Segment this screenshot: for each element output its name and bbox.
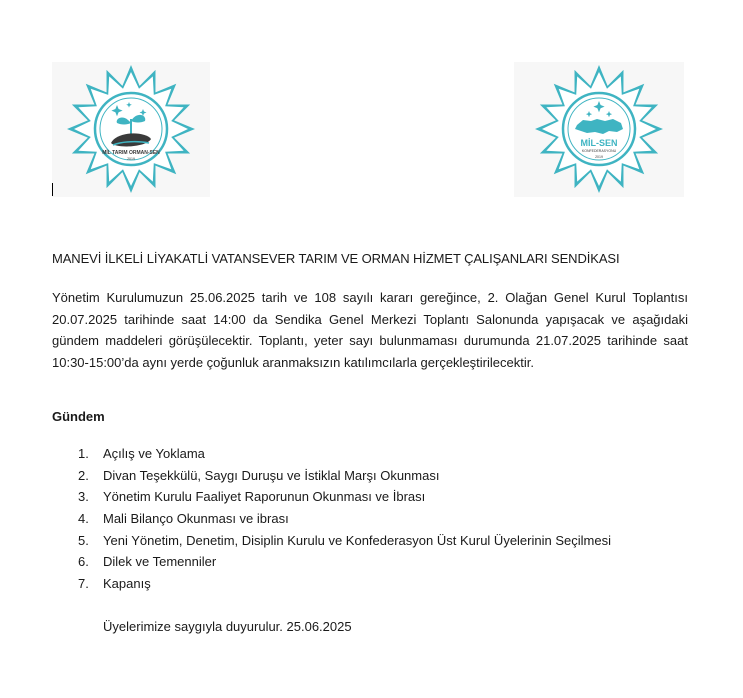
- agenda-item-number: 4.: [78, 511, 89, 527]
- agenda-item: [52, 465, 692, 487]
- agenda-item-number: 7.: [78, 576, 89, 592]
- agenda-item-text: Açılış ve Yoklama: [103, 446, 205, 461]
- agenda-item-text: Mali Bilanço Okunması ve ibrası: [103, 511, 289, 527]
- agenda-item-text: Yönetim Kurulu Faaliyet Raporunun Okunması ve İbrası: [103, 489, 426, 505]
- document-heading: MANEVİ İLKELİ LİYAKATLİ VATANSEVER TARIM VE ORMAN HİZMET ÇALIŞANLARI SENDİKASI: [52, 251, 620, 266]
- agenda-item-text: Yeni Yönetim, Denetim, Disiplin Kurulu ve Konfederasyon Üst Kurul Üyelerinin Seçilmesi: [103, 532, 611, 548]
- agenda-item: [52, 530, 692, 552]
- agenda-item-number: 3.: [78, 489, 89, 505]
- logo-right-subcaption: KONFEDERASYONU: [581, 149, 617, 153]
- agenda-item: [52, 573, 692, 595]
- agenda-item: [52, 443, 692, 465]
- agenda-item: [52, 551, 692, 573]
- mil-tarim-orman-sen-logo: [52, 62, 210, 197]
- agenda-item-text: Dilek ve Temenniler: [103, 554, 217, 570]
- agenda-list: [52, 443, 692, 595]
- agenda-title: Gündem: [52, 409, 105, 424]
- logo-left-caption: MİL TARIM ORMAN-SEN: [102, 150, 160, 156]
- agenda-item: [52, 508, 692, 530]
- logo-right-year: 2019: [595, 155, 603, 159]
- logo-right-caption: MİL-SEN: [580, 138, 618, 148]
- body-paragraph: Yönetim Kurulumuzun 25.06.2025 tarih ve 108 sayılı kararı gereğince, 2. Olağan Genel Kurul Toplantısı 20.07.2025 tarihinde saat 14:00 da Sendika Genel Merkezi Toplantı Salonunda yapışacak ve aşağıdaki gündem maddeleri görüşülecektir. Toplantı, yeter sayı bulunmaması durumunda 21.07.2025 tarihinde saat 10:30-15:00’da aynı yerde çoğunluk aranmaksızın katılımcılarla gerçekleştirilecektir.: [52, 290, 688, 371]
- agenda-item-number: 2.: [78, 467, 89, 483]
- agenda-item-text: Divan Teşekkülü, Saygı Duruşu ve İstiklal Marşı Okunması: [103, 467, 440, 483]
- closing-line: Üyelerimize saygıyla duyurulur. 25.06.2025: [103, 619, 352, 634]
- agenda-item-number: 6.: [78, 554, 89, 570]
- agenda-item-number: 1.: [78, 446, 89, 461]
- text-cursor: [52, 183, 53, 196]
- logo-left-year: 2019: [127, 157, 135, 161]
- mil-sen-logo: [514, 62, 684, 197]
- agenda-item-text: Kapanış: [103, 576, 151, 592]
- agenda-item-number: 5.: [78, 532, 89, 548]
- agenda-item: [52, 486, 692, 508]
